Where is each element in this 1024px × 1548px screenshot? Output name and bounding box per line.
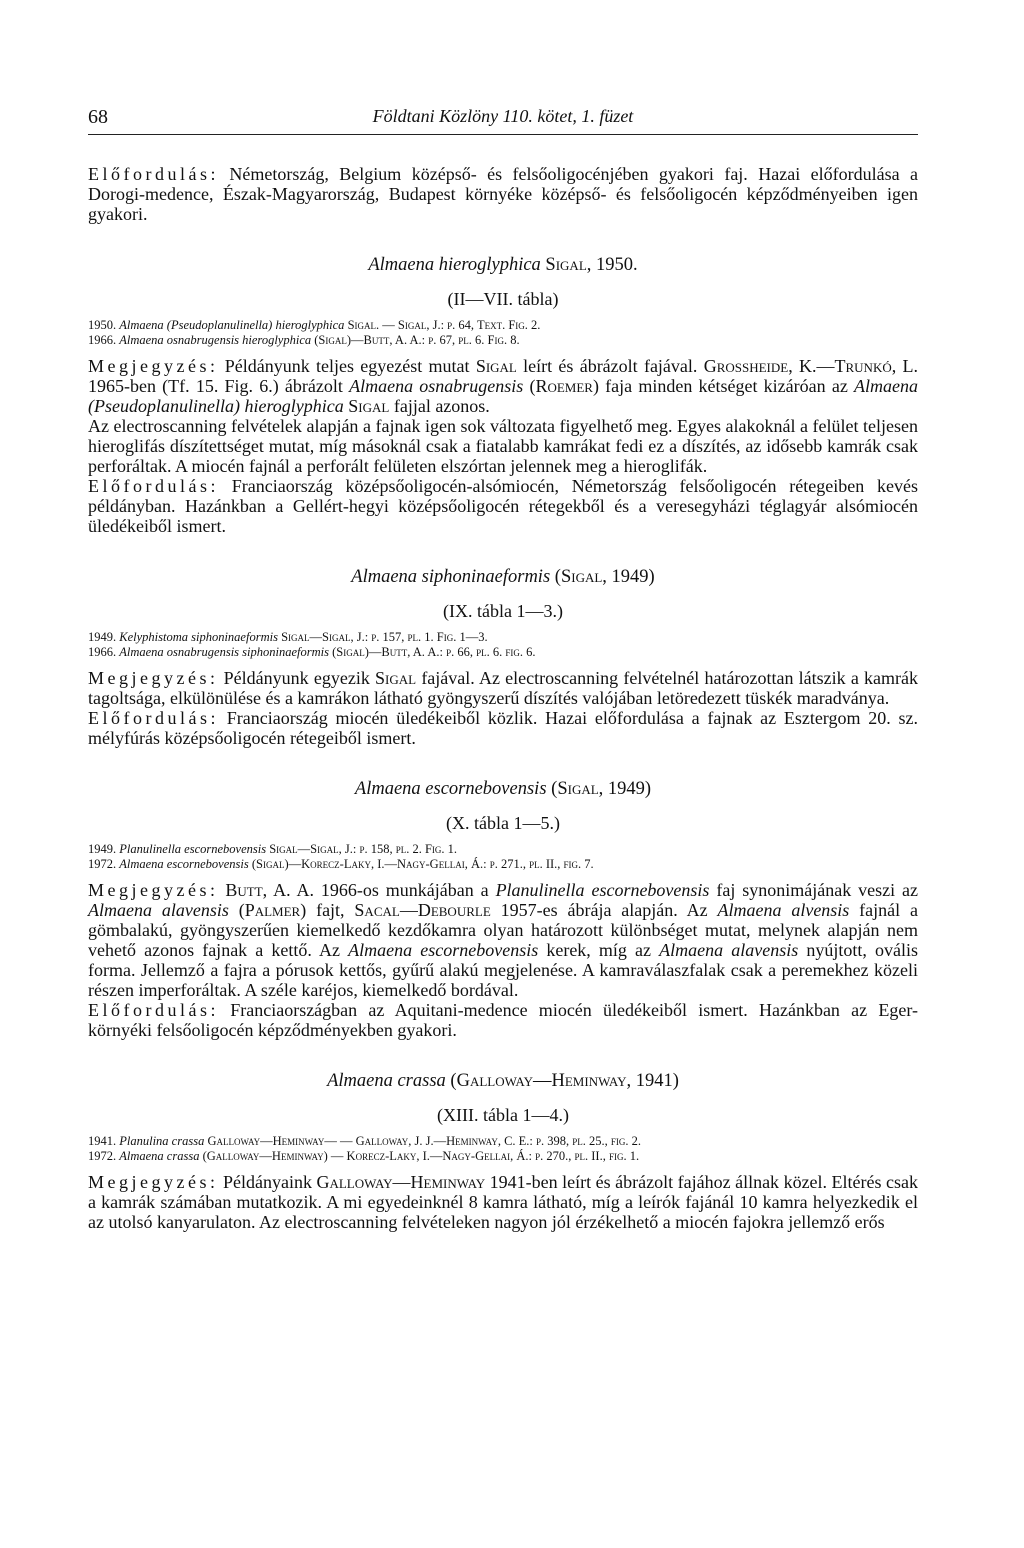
synonymy-entry [88, 318, 918, 333]
ref-year: 1966. [88, 333, 117, 347]
taxon-name: Almaena osnabrugensis [349, 376, 524, 396]
remark-paragraph [88, 356, 918, 416]
text-run: nyújtott, ovális forma. Jellemző a fajra a pórusok kettős, gyűrű alakú megjelenése. A kamraválaszfalak csak a peremekhez közeli részen imperforáltak. A széle karéjos, kiemelkedő bordával. [88, 940, 919, 1000]
species-author: Sigal [557, 779, 599, 799]
text-run: ) fajt, [300, 900, 355, 920]
ref-citation: Sigal—Sigal, J.: p. 157, pl. 1. Fig. 1—3. [277, 630, 488, 644]
text-run: ( [546, 779, 558, 799]
ref-taxon: Planulinella escornebovensis [119, 842, 267, 856]
synonymy-list [88, 842, 918, 872]
remark-paragraph [88, 1172, 918, 1232]
ref-citation: Sigal—Sigal, J.: p. 158, pl. 2. Fig. 1. [266, 842, 458, 856]
species-section-crassa [88, 1070, 918, 1232]
occurrence-paragraph [88, 476, 918, 536]
ref-taxon: Almaena escornebovensis [119, 857, 249, 871]
synonymy-entry [88, 645, 918, 660]
text-run: fajával. Az electroscanning felvételnél határozottan látszik a kamrák tagoltsága, elkülönülése és a kamrákon látható gyöngyszerű díszítés valójában letöredezett tüskék maradványa. [88, 668, 918, 708]
author-name: Palmer [244, 900, 301, 920]
species-heading [88, 778, 918, 800]
synonymy-entry [88, 630, 918, 645]
taxon-name: Almaena alavensis [659, 940, 799, 960]
occurrence-label: Előfordulás: [88, 708, 219, 728]
ref-taxon: Kelyphistoma siphoninaeformis [119, 630, 278, 644]
species-name: Almaena crassa [327, 1071, 446, 1091]
text-run: faj synonimájának veszi az [709, 880, 918, 900]
remark-label: Megjegyzés: [88, 356, 219, 376]
occurrence-text: Franciaországban az Aquitani-medence miocén üledékeiből ismert. Hazánkban az Eger-környéki felsőoligocén képződményekben gyakori. [88, 1000, 918, 1040]
species-author: Galloway—Heminway [456, 1071, 627, 1091]
ref-taxon: Almaena osnabrugensis hieroglyphica [119, 333, 312, 347]
species-name: Almaena hieroglyphica [368, 255, 541, 275]
author-name: Trunkó [834, 356, 892, 376]
synonymy-entry [88, 333, 918, 348]
text-run: fajjal azonos. [389, 396, 490, 416]
running-title: Földtani Közlöny 110. kötet, 1. füzet [372, 106, 634, 126]
species-section-escornebovensis [88, 778, 918, 1040]
occurrence-label: Előfordulás: [88, 164, 219, 184]
text-run: , L. 1965-ben (Tf. 15. Fig. 6.) ábrázolt [88, 356, 918, 396]
ref-citation: (Sigal)—Butt, A. A.: p. 67, pl. 6. Fig. 8. [311, 333, 520, 347]
author-name: Butt [225, 880, 263, 900]
synonymy-list [88, 318, 918, 348]
author-name: Sigal [375, 668, 417, 688]
plate-reference: (II—VII. tábla) [447, 289, 559, 309]
species-section-hieroglyphica [88, 254, 918, 536]
text-run: ( [550, 567, 561, 587]
ref-citation: Sigal. — Sigal, J.: p. 64, Text. Fig. 2. [344, 318, 541, 332]
text-run: ) faja minden kétséget kizáróan az [592, 376, 855, 396]
author-name: Galloway—Heminway [316, 1172, 486, 1192]
text-run: fajnál a gömbalakú, gyöngyszerűen kiemelkedő kezdőkamra olyan határozott különbséget mutat, melynek alapján nem vehető azonos fajnak a kettő. Az [88, 900, 919, 960]
ref-year: 1972. [88, 1149, 117, 1163]
ref-taxon: Almaena osnabrugensis siphoninaeformis [119, 645, 329, 659]
ref-year: 1941. [88, 1134, 117, 1148]
text-run: , A. A. 1966-os munkájában a [262, 880, 496, 900]
remark-paragraph [88, 668, 918, 708]
species-year: , 1949) [598, 779, 652, 799]
page-header [88, 104, 918, 135]
ref-year: 1950. [88, 318, 117, 332]
text-run: ( [523, 376, 536, 396]
ref-citation: (Sigal)—Korecz-Laky, I.—Nagy-Gellai, Á.: p. 271., pl. II., fig. 7. [248, 857, 594, 871]
page-number: 68 [88, 106, 108, 128]
species-heading [88, 566, 918, 588]
author-name: Grossheide [703, 356, 789, 376]
ref-year: 1972. [88, 857, 117, 871]
ref-citation: (Galloway—Heminway) — Korecz-Laky, I.—Nagy-Gellai, Á.: p. 270., pl. II., fig. 1. [199, 1149, 640, 1163]
ref-taxon: Almaena (Pseudoplanulinella) hieroglyphica [119, 318, 345, 332]
remark-label: Megjegyzés: [88, 1172, 219, 1192]
intro-occurrence-text: Németország, Belgium középső- és felsőoligocénjében gyakori faj. Hazai előfordulása a Dorogi-medence, Észak-Magyarország, Budapest környéke középső- és felsőoligocén képződményeiben igen gyakori. [88, 164, 918, 224]
occurrence-paragraph [88, 708, 918, 748]
journal-page [88, 104, 918, 1232]
taxon-name: Almaena escornebovensis [348, 940, 539, 960]
synonymy-entry [88, 857, 918, 872]
synonymy-list [88, 630, 918, 660]
remark-label: Megjegyzés: [88, 880, 219, 900]
species-year: , 1941) [626, 1071, 679, 1091]
species-heading [88, 1070, 918, 1092]
ref-taxon: Planulina crassa [119, 1134, 205, 1148]
author-name: Sigal [348, 396, 390, 416]
taxon-name: Almaena alvensis [717, 900, 850, 920]
synonymy-entry [88, 842, 918, 857]
remark-label: Megjegyzés: [88, 668, 219, 688]
text-run: 1941-ben leírt és ábrázolt fajához állnak közel. Eltérés csak a kamrák számában mutatkozik. A mi egyedeinknél 8 kamra látható, míg a leírók fajánál 10 kamra helyezkedik el az utolsó kanyarulaton. Az electroscanning felvételeken nagyon jól érzékelhető a miocén fajokra jellemző erős [88, 1172, 919, 1232]
species-heading [88, 254, 918, 276]
ref-year: 1949. [88, 630, 117, 644]
remark-paragraph [88, 880, 918, 1000]
taxon-name: Almaena alavensis [88, 900, 229, 920]
ref-year: 1949. [88, 842, 117, 856]
occurrence-text: Franciaország miocén üledékeiből közlik. Hazai előfordulása a fajnak az Esztergom 20. sz. mélyfúrás középsőoligocén rétegeiből ismert. [88, 708, 918, 748]
taxon-name: Planulinella escornebovensis [495, 880, 710, 900]
author-name: Sacal—Debourle [354, 900, 491, 920]
text-run: 1957-es ábrája alapján. Az [490, 900, 718, 920]
body-paragraph: Az electroscanning felvételek alapján a fajnak igen sok változata figyelhető meg. Egyes alakoknál a felület teljesen hieroglifás díszítettséget mutat, míg másoknál csak a fiatalabb kamrákat fedi ez a díszítés, az idősebb kamrák csak perforáltak. A miocén fajnál a perforált felületen elszórtan jelennek meg a hieroglifák. [88, 416, 918, 476]
species-year: , 1949) [602, 567, 655, 587]
occurrence-paragraph [88, 1000, 918, 1040]
ref-citation: (Sigal)—Butt, A. A.: p. 66, pl. 6. fig. 6. [328, 645, 536, 659]
synonymy-list [88, 1134, 918, 1164]
ref-year: 1966. [88, 645, 117, 659]
text-run: ( [445, 1071, 457, 1091]
species-author: Sigal [560, 567, 603, 587]
text-run: Példányunk egyezik [218, 668, 376, 688]
occurrence-label: Előfordulás: [88, 476, 219, 496]
species-author: Sigal [545, 255, 587, 275]
species-section-siphoninaeformis [88, 566, 918, 748]
species-name: Almaena escornebovensis [354, 779, 547, 799]
occurrence-label: Előfordulás: [88, 1000, 219, 1020]
species-year: , 1950. [586, 255, 638, 275]
author-name: Roemer [535, 376, 593, 396]
plate-reference: (X. tábla 1—5.) [446, 813, 560, 833]
text-run: Példányunk teljes egyezést mutat [218, 356, 476, 376]
taxon-name: Almaena (Pseudoplanulinella) hieroglyphica [88, 376, 918, 416]
occurrence-text: Franciaország középsőoligocén-alsómiocén, Németország felsőoligocén rétegeiben kevés példányban. Hazánkban a Gellért-hegyi középsőoligocén rétegekből és a veresegyházi téglagyár alsómiocén üledékeiből ismert. [88, 476, 918, 536]
text-run: kerek, míg az [538, 940, 660, 960]
text-run: leírt és ábrázolt fajával. [516, 356, 704, 376]
synonymy-entry [88, 1149, 918, 1164]
intro-occurrence-paragraph [88, 164, 918, 224]
author-name: Sigal [475, 356, 517, 376]
text-run: ( [228, 900, 245, 920]
plate-reference: (XIII. tábla 1—4.) [437, 1105, 569, 1125]
text-run: Példányaink [218, 1172, 317, 1192]
synonymy-entry [88, 1134, 918, 1149]
ref-citation: Galloway—Heminway— — Galloway, J. J.—Heminway, C. E.: p. 398, pl. 25., fig. 2. [204, 1134, 642, 1148]
plate-reference: (IX. tábla 1—3.) [443, 601, 563, 621]
species-name: Almaena siphoninaeformis [351, 567, 551, 587]
ref-taxon: Almaena crassa [119, 1149, 200, 1163]
text-run: , K.— [788, 356, 835, 376]
